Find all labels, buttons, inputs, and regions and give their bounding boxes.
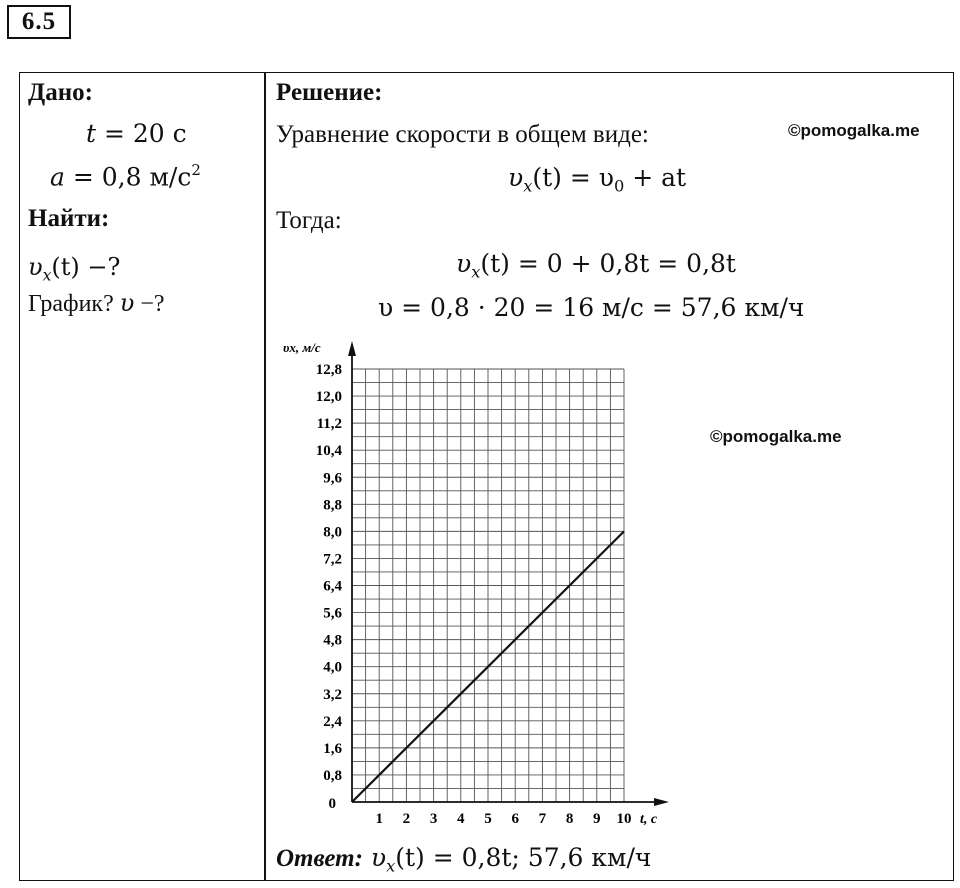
equation-specific: $\upsilon_x(t) = 0 + 0,8t = 0,8t$ xyxy=(456,249,736,282)
x-tick-label: 1 xyxy=(375,811,383,827)
then-label: Тогда: xyxy=(276,207,342,234)
origin-label: 0 xyxy=(328,796,336,812)
x-tick-label: 5 xyxy=(484,811,492,827)
y-tick-label: 2,4 xyxy=(323,713,342,730)
y-tick-label: 12,0 xyxy=(315,389,342,406)
x-tick-label: 6 xyxy=(511,811,519,827)
y-tick-label: 7,2 xyxy=(323,551,342,568)
y-tick-label: 10,4 xyxy=(315,443,342,460)
given-heading: Дано: xyxy=(28,79,93,106)
y-tick-label: 12,8 xyxy=(315,362,342,378)
solution-heading: Решение: xyxy=(276,79,383,106)
column-divider xyxy=(264,73,266,880)
y-tick-label: 1,6 xyxy=(323,740,342,757)
answer-line: Ответ: $\upsilon_x(t) = 0,8t$; 57,6 км/ч xyxy=(276,843,652,876)
y-tick-label: 6,4 xyxy=(323,578,342,595)
watermark-top: ©pomogalka.me xyxy=(788,121,920,140)
x-tick-label: 10 xyxy=(616,811,632,827)
find-graph: График? υ −? xyxy=(28,289,165,317)
find-velocity: $\upsilon_x(t)$ −? xyxy=(28,253,121,285)
y-tick-label: 4,8 xyxy=(323,632,342,649)
given-acceleration: a = 0,8 $м/с^2$ xyxy=(50,161,201,192)
y-tick-label: 9,6 xyxy=(323,470,342,487)
x-tick-label: 8 xyxy=(565,811,574,827)
y-axis-label: υx, м/с xyxy=(283,340,321,355)
equation-result: υ = 0,8 · 20 = 16 м/с = 57,6 км/ч xyxy=(378,293,805,322)
x-tick-label: 7 xyxy=(538,811,547,827)
y-tick-label: 8,8 xyxy=(323,497,342,514)
problem-number: 6.5 xyxy=(7,5,71,39)
given-time: t = 20 с xyxy=(86,119,187,148)
y-tick-label: 3,2 xyxy=(323,686,342,703)
y-tick-label: 5,6 xyxy=(323,605,342,622)
y-tick-label: 4,0 xyxy=(323,659,342,676)
x-tick-label: 2 xyxy=(402,811,411,827)
x-tick-label: 9 xyxy=(593,811,601,827)
solution-table xyxy=(19,72,954,881)
watermark-middle: ©pomogalka.me xyxy=(710,427,842,446)
find-heading: Найти: xyxy=(28,205,110,232)
x-tick-label: 3 xyxy=(429,811,438,827)
solution-intro: Уравнение скорости в общем виде: xyxy=(276,121,649,148)
y-tick-label: 8,0 xyxy=(323,524,342,541)
x-axis-label: t, с xyxy=(640,812,658,827)
x-tick-label: 4 xyxy=(457,811,465,827)
y-tick-label: 11,2 xyxy=(316,416,342,433)
equation-general: $\upsilon_x(t) = \upsilon_0$ + at xyxy=(508,163,687,196)
y-tick-label: 0,8 xyxy=(323,767,342,784)
